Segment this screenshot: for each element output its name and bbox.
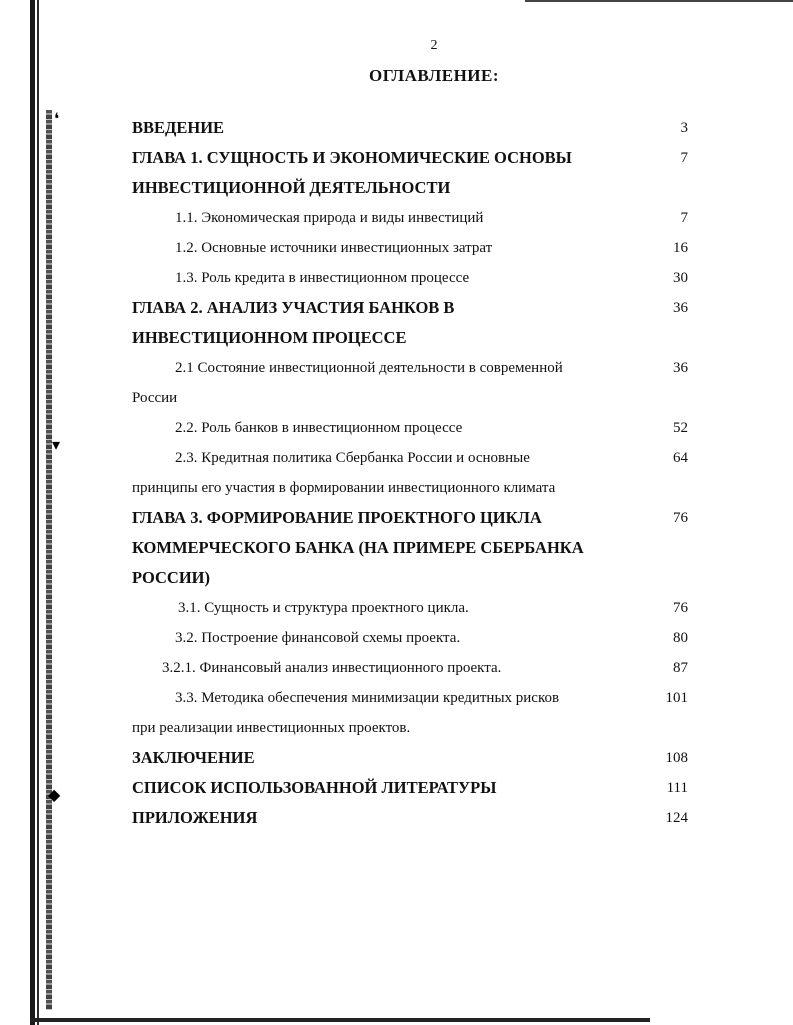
toc-page-chapter-2: 36 (673, 300, 688, 316)
toc-entry-1-2[interactable]: 1.2. Основные источники инвестиционных затрат (175, 240, 493, 256)
page-number: 2 (430, 38, 438, 53)
toc-page-3-2: 80 (673, 630, 688, 646)
toc-entry-2-3-cont: принципы его участия в формировании инвестиционного климата (132, 480, 556, 496)
toc-entry-bibliography[interactable]: СПИСОК ИСПОЛЬЗОВАННОЙ ЛИТЕРАТУРЫ (132, 778, 497, 797)
toc-page-chapter-3: 76 (673, 510, 688, 526)
scan-edge-binding (46, 110, 52, 1010)
toc-entry-chapter-1[interactable]: ГЛАВА 1. СУЩНОСТЬ И ЭКОНОМИЧЕСКИЕ ОСНОВЫ (132, 148, 572, 167)
toc-page-1-3: 30 (673, 270, 688, 286)
toc-entry-chapter-2-cont: ИНВЕСТИЦИОННОМ ПРОЦЕССЕ (132, 328, 407, 347)
scan-edge-left (30, 0, 46, 1025)
toc-entry-conclusion[interactable]: ЗАКЛЮЧЕНИЕ (132, 748, 255, 767)
toc-entry-3-1[interactable]: 3.1. Сущность и структура проектного цикла. (178, 600, 469, 616)
toc-entry-2-1[interactable]: 2.1 Состояние инвестиционной деятельности в современной (175, 360, 563, 376)
toc-entry-chapter-2[interactable]: ГЛАВА 2. АНАЛИЗ УЧАСТИЯ БАНКОВ В (132, 298, 455, 317)
toc-entry-chapter-3-cont2: РОССИИ) (132, 568, 211, 587)
toc-entry-intro[interactable]: ВВЕДЕНИЕ (132, 118, 225, 137)
toc-page-3-2-1: 87 (673, 660, 688, 676)
toc-page-3-3: 101 (665, 690, 688, 706)
toc-page-2-1: 36 (673, 360, 688, 376)
scan-mark-icon: ❛ (54, 111, 60, 128)
page-title: ОГЛАВЛЕНИЕ: (368, 66, 500, 85)
toc-entry-2-3[interactable]: 2.3. Кредитная политика Сбербанка России и основные (175, 450, 530, 466)
scan-edge-top (525, 0, 793, 2)
scan-edge-bottom (30, 1018, 650, 1022)
toc-entry-2-2[interactable]: 2.2. Роль банков в инвестиционном процессе (175, 420, 463, 436)
toc-entry-3-2[interactable]: 3.2. Построение финансовой схемы проекта. (175, 630, 461, 646)
toc-entry-chapter-3[interactable]: ГЛАВА 3. ФОРМИРОВАНИЕ ПРОЕКТНОГО ЦИКЛА (132, 508, 542, 527)
toc-page-chapter-1: 7 (680, 150, 688, 166)
scan-mark-icon: ◆ (48, 787, 61, 804)
toc-entry-3-3[interactable]: 3.3. Методика обеспечения минимизации кредитных рисков (175, 690, 560, 706)
toc-entry-1-1[interactable]: 1.1. Экономическая природа и виды инвестиций (175, 210, 484, 226)
toc-page-2-3: 64 (673, 450, 688, 466)
toc-entry-3-3-cont: при реализации инвестиционных проектов. (132, 720, 411, 736)
toc-page-bibliography: 111 (666, 780, 688, 796)
toc-page-1-2: 16 (673, 240, 688, 256)
toc-page-1-1: 7 (680, 210, 688, 226)
toc-page-intro: 3 (680, 120, 688, 136)
toc-entry-2-1-cont: России (132, 390, 178, 406)
toc-page-appendix: 124 (665, 810, 688, 826)
toc-entry-appendix[interactable]: ПРИЛОЖЕНИЯ (132, 808, 258, 827)
toc-page-2-2: 52 (673, 420, 688, 436)
scan-mark-icon: ▾ (52, 437, 61, 454)
toc-page-3-1: 76 (673, 600, 688, 616)
toc-entry-chapter-3-cont: КОММЕРЧЕСКОГО БАНКА (НА ПРИМЕРЕ СБЕРБАНКА (132, 538, 584, 557)
toc-entry-1-3[interactable]: 1.3. Роль кредита в инвестиционном процессе (175, 270, 470, 286)
toc-page-conclusion: 108 (665, 750, 688, 766)
toc-entry-chapter-1-cont: ИНВЕСТИЦИОННОЙ ДЕЯТЕЛЬНОСТИ (132, 178, 451, 197)
toc-entry-3-2-1[interactable]: 3.2.1. Финансовый анализ инвестиционного проекта. (162, 660, 502, 676)
